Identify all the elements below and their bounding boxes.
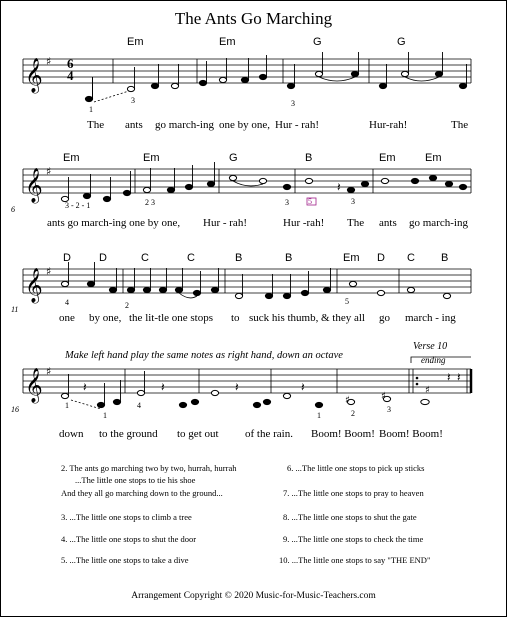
svg-text:𝄽: 𝄽 (83, 380, 87, 394)
time-signature-top: 6 (67, 56, 74, 71)
svg-text:♯: ♯ (46, 55, 52, 68)
verse-line: 4. ...The little one stops to shut the door (61, 534, 197, 544)
svg-text:𝄽: 𝄽 (301, 380, 305, 394)
svg-text:♯: ♯ (425, 385, 430, 396)
chord-symbol: C (407, 252, 415, 264)
verse-line: 5. ...The little one stops to take a dive (61, 555, 189, 565)
svg-text:♯: ♯ (381, 391, 386, 402)
fingering: 1 (65, 401, 69, 410)
chord-symbol: C (141, 252, 149, 264)
verse-line: 10. ...The little one stops to say "THE END" (279, 555, 431, 565)
fingering: 3 (387, 405, 391, 414)
svg-text:𝄽: 𝄽 (235, 380, 239, 394)
lyric: to the ground (99, 428, 158, 440)
performance-instruction: Make left hand play the same notes as right hand, down an octave (65, 350, 343, 361)
staff-notation (1, 1, 506, 616)
chord-symbol: D (63, 252, 71, 264)
chord-symbol: G (397, 36, 406, 48)
fingering: 2 (351, 409, 355, 418)
verse-line: 2. The ants go marching two by two, hurrah, hurrah (61, 463, 237, 473)
lyric: suck his thumb, (249, 312, 319, 324)
svg-text:𝄽: 𝄽 (161, 380, 165, 394)
lyric: Hur - rah! (203, 217, 247, 229)
lyric: go (379, 312, 390, 324)
verse-line: ...The little one stops to tie his shoe (75, 475, 196, 485)
verse-ending-label: Verse 10 (413, 341, 448, 352)
fingering: 3 (285, 198, 289, 207)
lyric: go march-ing (409, 217, 468, 229)
lyric: ants go march-ing one by one, (47, 217, 181, 229)
svg-text:𝄞: 𝄞 (25, 268, 43, 303)
chord-symbol: B (285, 252, 293, 264)
svg-text:𝄞: 𝄞 (25, 168, 43, 203)
fingering: 3 (351, 197, 355, 206)
fingering: 4 (65, 298, 69, 307)
verse-line: And they all go marching down to the ground... (61, 488, 223, 498)
lyric: to (231, 312, 240, 324)
lyric: the lit-tle one stops (129, 312, 214, 324)
verse-line: 3. ...The little one stops to climb a tree (61, 512, 192, 522)
chord-symbol: Em (343, 252, 360, 264)
fingering: 5 (308, 197, 312, 206)
svg-text:𝄽: 𝄽 (457, 370, 461, 384)
chord-symbol: B (441, 252, 449, 264)
fingering: 3 (131, 96, 135, 105)
lyric: by one, (89, 312, 122, 324)
svg-text:♯: ♯ (46, 165, 52, 178)
measure-number: 16 (11, 405, 19, 414)
lyric: ants (125, 119, 143, 131)
chord-symbol: G (313, 36, 322, 48)
lyric: go march-ing (155, 119, 214, 131)
chord-symbol: Em (379, 152, 396, 164)
lyric: Hur -rah! (283, 217, 325, 229)
svg-text:𝄞: 𝄞 (25, 368, 43, 403)
svg-text:𝄞: 𝄞 (25, 58, 43, 93)
time-signature-bottom: 4 (67, 68, 74, 83)
chord-symbol: Em (219, 36, 236, 48)
verse-line: 9. ...The little one stops to check the time (283, 534, 424, 544)
lyric: The (87, 119, 105, 131)
chord-symbol: Em (63, 152, 80, 164)
svg-text:♯: ♯ (345, 395, 350, 406)
chord-symbol: D (99, 252, 107, 264)
lyric: one (59, 312, 75, 324)
fingering: 2 3 (145, 198, 155, 207)
svg-text:𝄽: 𝄽 (447, 370, 451, 384)
fingering: 3 - 2 - 1 (65, 201, 91, 210)
measure-number: 11 (11, 305, 19, 314)
verse-line: 8. ...The little one stops to shut the gate (283, 512, 417, 522)
chord-symbol: C (187, 252, 195, 264)
fingering: 1 (103, 411, 107, 420)
lyric: Hur - rah! (275, 119, 319, 131)
verse-line: 7. ...The little one stops to pray to heaven (283, 488, 424, 498)
fingering: 5 (345, 297, 349, 306)
lyric: Hur-rah! (369, 119, 408, 131)
copyright-notice: Arrangement Copyright © 2020 Music-for-Music-Teachers.com (131, 591, 376, 601)
fingering: 1 (317, 411, 321, 420)
chord-symbol: Em (127, 36, 144, 48)
lyric: of the rain. (245, 428, 293, 440)
lyric: ants (379, 217, 397, 229)
lyric: Boom! Boom! (379, 428, 443, 440)
chord-symbol: Em (143, 152, 160, 164)
chord-symbol: B (305, 152, 313, 164)
lyric: march - ing (405, 312, 456, 324)
verse-ending-label: ending (421, 355, 446, 365)
lyric: The (347, 217, 365, 229)
page-title: The Ants Go Marching (174, 9, 333, 28)
chord-symbol: B (235, 252, 243, 264)
chord-symbol: G (229, 152, 238, 164)
lyric: The (451, 119, 469, 131)
lyric: to get out (177, 428, 219, 440)
svg-text:♯: ♯ (46, 365, 52, 378)
lyric: down (59, 428, 84, 440)
verse-line: 6. ...The little one stops to pick up sticks (287, 463, 425, 473)
lyric: one by one, (219, 119, 271, 131)
fingering: 3 (291, 99, 295, 108)
svg-text:𝄽: 𝄽 (337, 180, 341, 194)
lyric: Boom! Boom! (311, 428, 375, 440)
fingering: 2 (125, 301, 129, 310)
fingering: 4 (137, 401, 141, 410)
chord-symbol: Em (425, 152, 442, 164)
lyric: & they all (321, 312, 365, 324)
svg-text:♯: ♯ (46, 265, 52, 278)
measure-number: 6 (11, 205, 15, 214)
chord-symbol: D (377, 252, 385, 264)
fingering: 1 (89, 105, 93, 114)
